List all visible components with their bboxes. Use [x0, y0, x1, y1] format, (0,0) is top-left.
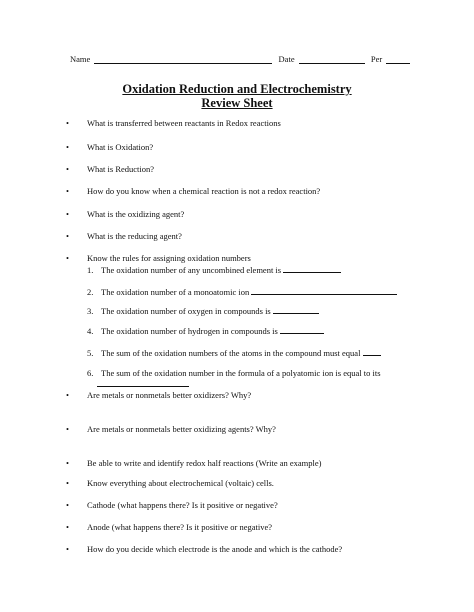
rule-2: 2. The oxidation number of a monoatomic ion	[87, 286, 397, 297]
question-2: What is Oxidation?	[87, 142, 154, 152]
rule-4: 4. The oxidation number of hydrogen in compounds is	[87, 325, 324, 336]
per-label: Per	[370, 54, 383, 64]
question-3: What is Reduction?	[87, 164, 155, 174]
title-line-1: Oxidation Reduction and Electrochemistry	[122, 82, 352, 96]
question-9: Are metals or nonmetals better oxidizing agents? Why?	[87, 424, 276, 434]
bullet-icon: •	[66, 424, 69, 434]
rule-6: 6. The sum of the oxidation number in the formula of a polyatomic ion is equal to its	[87, 368, 381, 378]
question-11: Know everything about electrochemical (voltaic) cells.	[87, 478, 274, 488]
question-14: How do you decide which electrode is the anode and which is the cathode?	[87, 544, 343, 554]
bullet-icon: •	[66, 209, 69, 219]
name-label: Name	[70, 54, 91, 64]
rule-5: 5. The sum of the oxidation numbers of the atoms in the compound must equal	[87, 347, 381, 358]
rule-3: 3. The oxidation number of oxygen in compounds is	[87, 305, 319, 316]
rule-4-blank[interactable]	[280, 325, 324, 334]
question-6: What is the reducing agent?	[87, 231, 182, 241]
rule-3-blank[interactable]	[273, 305, 319, 314]
rule-6-blank[interactable]	[97, 378, 189, 387]
bullet-icon: •	[66, 186, 69, 196]
bullet-icon: •	[66, 478, 69, 488]
bullet-icon: •	[66, 544, 69, 554]
question-7: Know the rules for assigning oxidation numbers	[87, 253, 251, 263]
bullet-icon: •	[66, 142, 69, 152]
title-line-2: Review Sheet	[201, 96, 273, 110]
bullet-icon: •	[66, 253, 69, 263]
bullet-icon: •	[66, 522, 69, 532]
question-5: What is the oxidizing agent?	[87, 209, 185, 219]
question-1: What is transferred between reactants in Redox reactions	[87, 118, 281, 128]
rule-1: 1. The oxidation number of any uncombined element is	[87, 264, 341, 275]
question-4: How do you know when a chemical reaction is not a redox reaction?	[87, 186, 321, 196]
bullet-icon: •	[66, 458, 69, 468]
rule-1-blank[interactable]	[283, 264, 341, 273]
bullet-icon: •	[66, 390, 69, 400]
question-12: Cathode (what happens there? Is it positive or negative?	[87, 500, 278, 510]
bullet-icon: •	[66, 164, 69, 174]
bullet-icon: •	[66, 500, 69, 510]
rule-2-blank[interactable]	[251, 286, 397, 295]
question-10: Be able to write and identify redox half reactions (Write an example)	[87, 458, 322, 468]
question-8: Are metals or nonmetals better oxidizers? Why?	[87, 390, 252, 400]
question-13: Anode (what happens there? Is it positive or negative?	[87, 522, 273, 532]
rule-5-blank[interactable]	[363, 347, 381, 356]
date-label: Date	[278, 54, 295, 64]
bullet-icon: •	[66, 231, 69, 241]
bullet-icon: •	[66, 118, 69, 128]
